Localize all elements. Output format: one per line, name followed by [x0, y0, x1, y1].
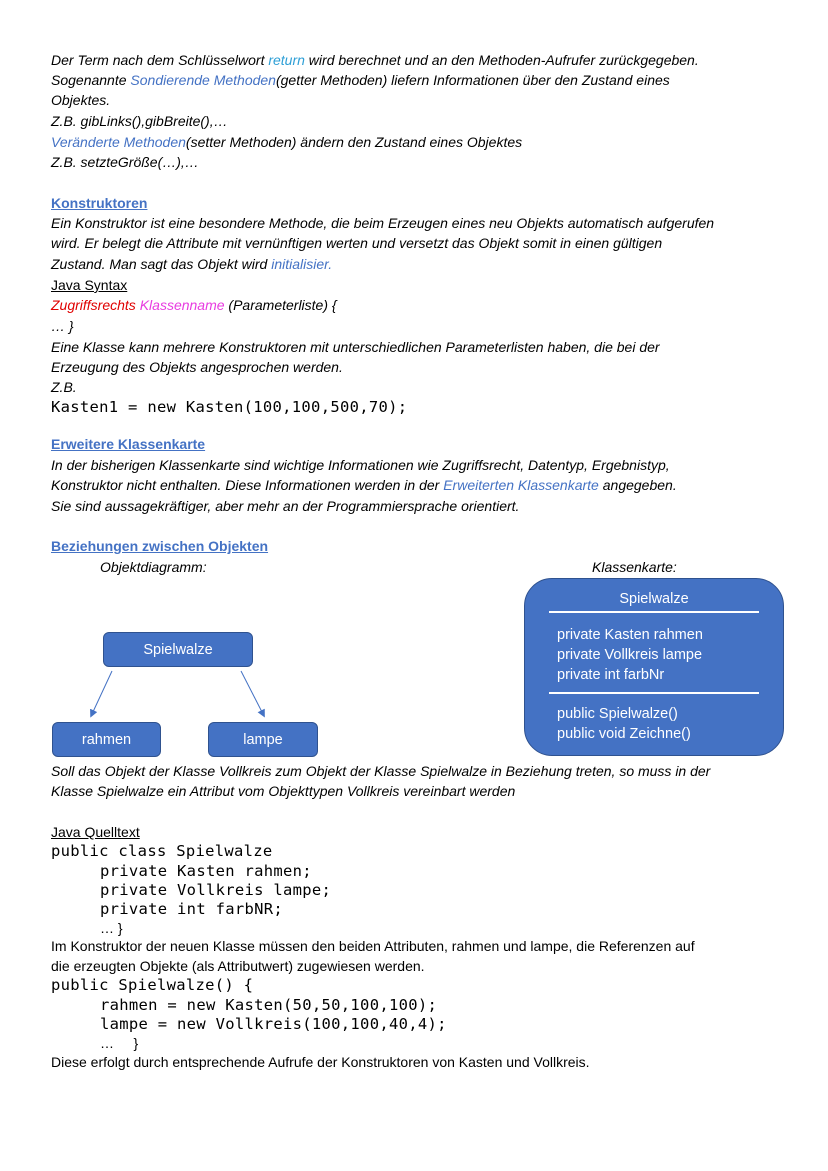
- text: Sogenannte: [51, 72, 131, 88]
- diagram-label: Objektdiagramm:: [100, 559, 207, 575]
- section-heading: Konstruktoren: [51, 195, 148, 211]
- text-line: Z.B. gibLinks(),gibBreite(),…: [51, 113, 228, 129]
- section-heading: Erweitere Klassenkarte: [51, 436, 206, 452]
- term: Sondierende Methoden: [130, 72, 276, 88]
- class-card: [524, 578, 784, 756]
- code-line: public class Spielwalze: [51, 842, 273, 860]
- subheading: Java Syntax: [51, 277, 128, 293]
- text-line: Diese erfolgt durch entsprechende Aufrufe der Konstruktoren von Kasten und Vollkreis.: [51, 1054, 590, 1070]
- term: initialisier.: [271, 256, 333, 272]
- text-line: Z.B. setzteGröße(…),…: [51, 154, 199, 170]
- code-line: … }: [100, 1035, 139, 1051]
- code-line: … }: [100, 920, 123, 936]
- object-rahmen: rahmen: [52, 722, 161, 757]
- text-line: Erzeugung des Objekts angesprochen werden.: [51, 359, 343, 375]
- object-lampe: lampe: [208, 722, 318, 757]
- class-attribute: private Kasten rahmen: [557, 627, 703, 643]
- text: Zustand. Man sagt das Objekt wird: [51, 256, 272, 272]
- class-method: public Spielwalze(): [557, 706, 678, 722]
- code-line: private Vollkreis lampe;: [100, 881, 332, 899]
- text-line: Objektes.: [51, 92, 111, 108]
- code-line: public Spielwalze() {: [51, 976, 254, 994]
- text: Konstruktor nicht enthalten. Diese Informationen werden in der: [51, 477, 444, 493]
- text: (getter Methoden) liefern Informationen über den Zustand eines: [275, 72, 670, 88]
- syntax-classname: Klassenname: [139, 297, 225, 313]
- text-line: Im Konstruktor der neuen Klasse müssen den beiden Attributen, rahmen und lampe, die Referenzen auf: [51, 938, 695, 954]
- text-line: Ein Konstruktor ist eine besondere Methode, die beim Erzeugen eines neu Objekts automatisch aufgerufen: [51, 215, 715, 231]
- object-spielwalze: Spielwalze: [103, 632, 253, 667]
- section-heading: Beziehungen zwischen Objekten: [51, 538, 269, 554]
- text-line: Eine Klasse kann mehrere Konstruktoren mit unterschiedlichen Parameterlisten haben, die bei der: [51, 339, 660, 355]
- class-method: public void Zeichne(): [557, 726, 691, 742]
- text: (setter Methoden) ändern den Zustand eines Objektes: [185, 134, 523, 150]
- code-line: private int farbNR;: [100, 900, 284, 918]
- syntax-params: (Parameterliste) {: [224, 297, 337, 313]
- code-line: rahmen = new Kasten(50,50,100,100);: [100, 996, 438, 1014]
- text-line: Z.B.: [51, 379, 77, 395]
- text-line: Sie sind aussagekräftiger, aber mehr an der Programmiersprache orientiert.: [51, 498, 520, 514]
- card-label: Klassenkarte:: [592, 559, 677, 575]
- class-attribute: private int farbNr: [557, 667, 665, 683]
- term: Erweiterten Klassenkarte: [443, 477, 599, 493]
- text-line: die erzeugten Objekte (als Attributwert) zugewiesen werden.: [51, 958, 425, 974]
- class-card-title: Spielwalze: [619, 591, 689, 607]
- subheading: Java Quelltext: [51, 824, 140, 840]
- text-line: In der bisherigen Klassenkarte sind wichtige Informationen wie Zugriffsrecht, Datentyp, Ergebnistyp,: [51, 457, 670, 473]
- divider: [549, 692, 759, 694]
- code-line: private Kasten rahmen;: [100, 862, 312, 880]
- code-line: lampe = new Vollkreis(100,100,40,4);: [100, 1015, 447, 1033]
- keyword: return: [268, 52, 305, 68]
- text-line: Klasse Spielwalze ein Attribut vom Objekttypen Vollkreis vereinbart werden: [51, 783, 516, 799]
- arrow-to-rahmen: [92, 671, 112, 714]
- text: angegeben.: [598, 477, 677, 493]
- arrow-to-lampe: [241, 671, 263, 714]
- class-attribute: private Vollkreis lampe: [557, 647, 703, 663]
- term: Veränderte Methoden: [51, 134, 186, 150]
- code-line: Kasten1 = new Kasten(100,100,500,70);: [51, 398, 408, 416]
- text-line: Soll das Objekt der Klasse Vollkreis zum Objekt der Klasse Spielwalze in Beziehung treten, so muss in der: [51, 763, 711, 779]
- text: wird berechnet und an den Methoden-Aufrufer zurückgegeben.: [304, 52, 699, 68]
- text-line: wird. Er belegt die Attribute mit vernünftigen werten und versetzt das Objekt somit in einen gültigen: [51, 235, 663, 251]
- text: Der Term nach dem Schlüsselwort: [51, 52, 269, 68]
- syntax-line: … }: [51, 318, 74, 334]
- divider: [549, 611, 759, 613]
- syntax-access: Zugriffsrechts: [51, 297, 140, 313]
